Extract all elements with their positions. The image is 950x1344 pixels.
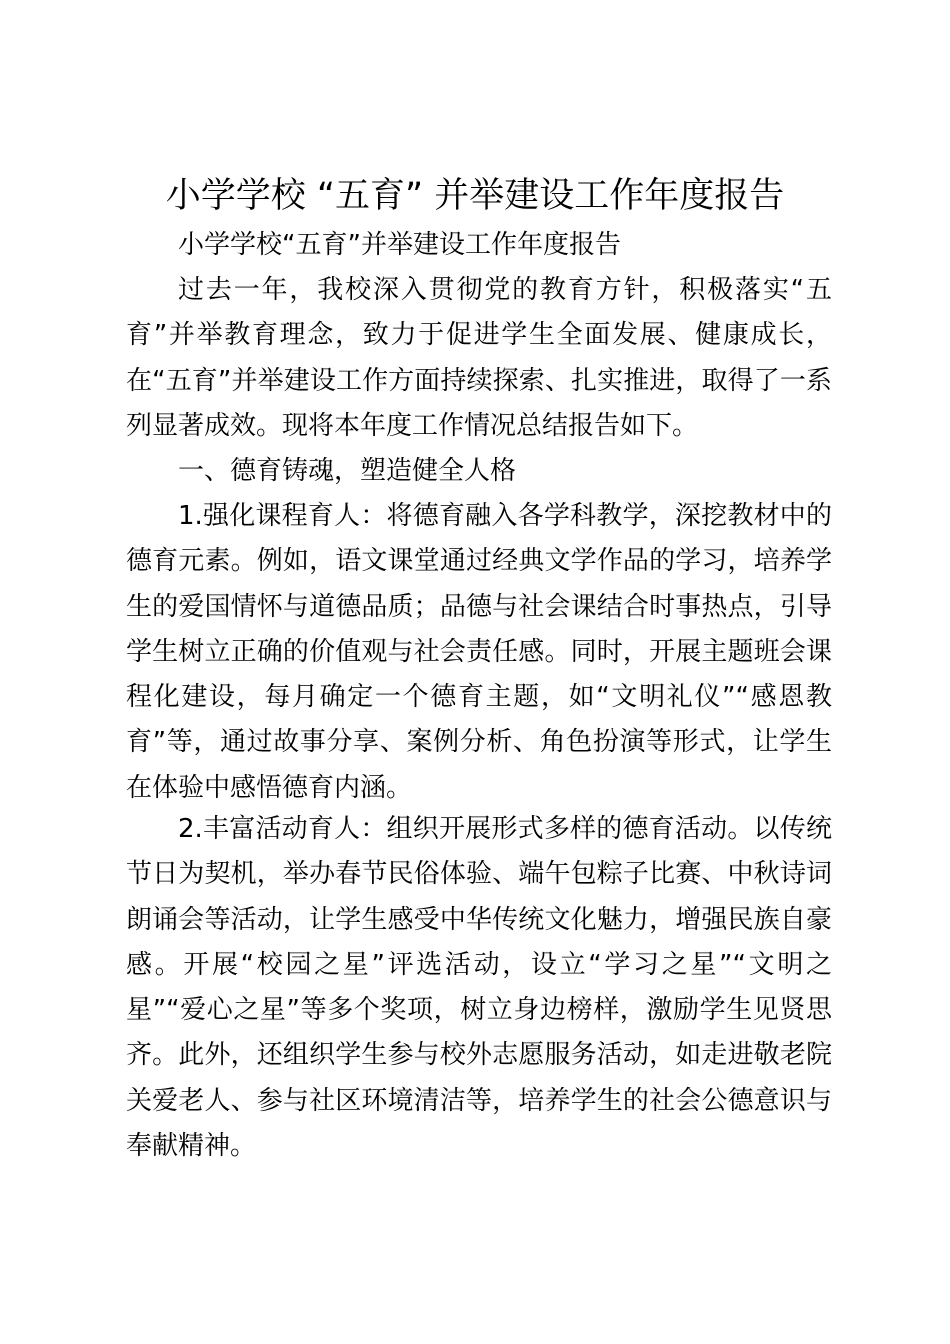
section-heading: 一、德育铸魂，塑造健全人格 (178, 456, 517, 486)
document-title: 小学学校 “五育” 并举建设工作年度报告 (165, 176, 785, 216)
intro-paragraph: 过去一年，我校深入贯彻党的教育方针，积极落实“五育”并举教育理念，致力于促进学生全面发展、健康成长，在“五育”并举建设工作方面持续探索、扎实推进，取得了一系列显著成效。现将本年度工作情况总结报告如下。 (126, 275, 832, 441)
body-paragraph: 1.强化课程育人：将德育融入各学科教学，深挖教材中的德育元素。例如，语文课堂通过经典文学作品的学习，培养学生的爱国情怀与道德品质；品德与社会课结合时事热点，引导学生树立正确的价值观与社会责任感。同时，开展主题班会课程化建设，每月确定一个德育主题，如“文明礼仪”“感恩教育”等，通过故事分享、案例分析、角色扮演等形式，让学生在体验中感悟德育内涵。 (126, 501, 832, 803)
body-paragraph: 2.丰富活动育人：组织开展形式多样的德育活动。以传统节日为契机，举办春节民俗体验、端午包粽子比赛、中秋诗词朗诵会等活动，让学生感受中华传统文化魅力，增强民族自豪感。开展“校园之星”评选活动，设立“学习之星”“文明之星”“爱心之星”等多个奖项，树立身边榜样，激励学生见贤思齐。此外，还组织学生参与校外志愿服务活动，如走进敬老院关爱老人、参与社区环境清洁等，培养学生的社会公德意识与奉献精神。 (126, 814, 832, 1162)
document-subtitle: 小学学校“五育”并举建设工作年度报告 (178, 230, 621, 260)
